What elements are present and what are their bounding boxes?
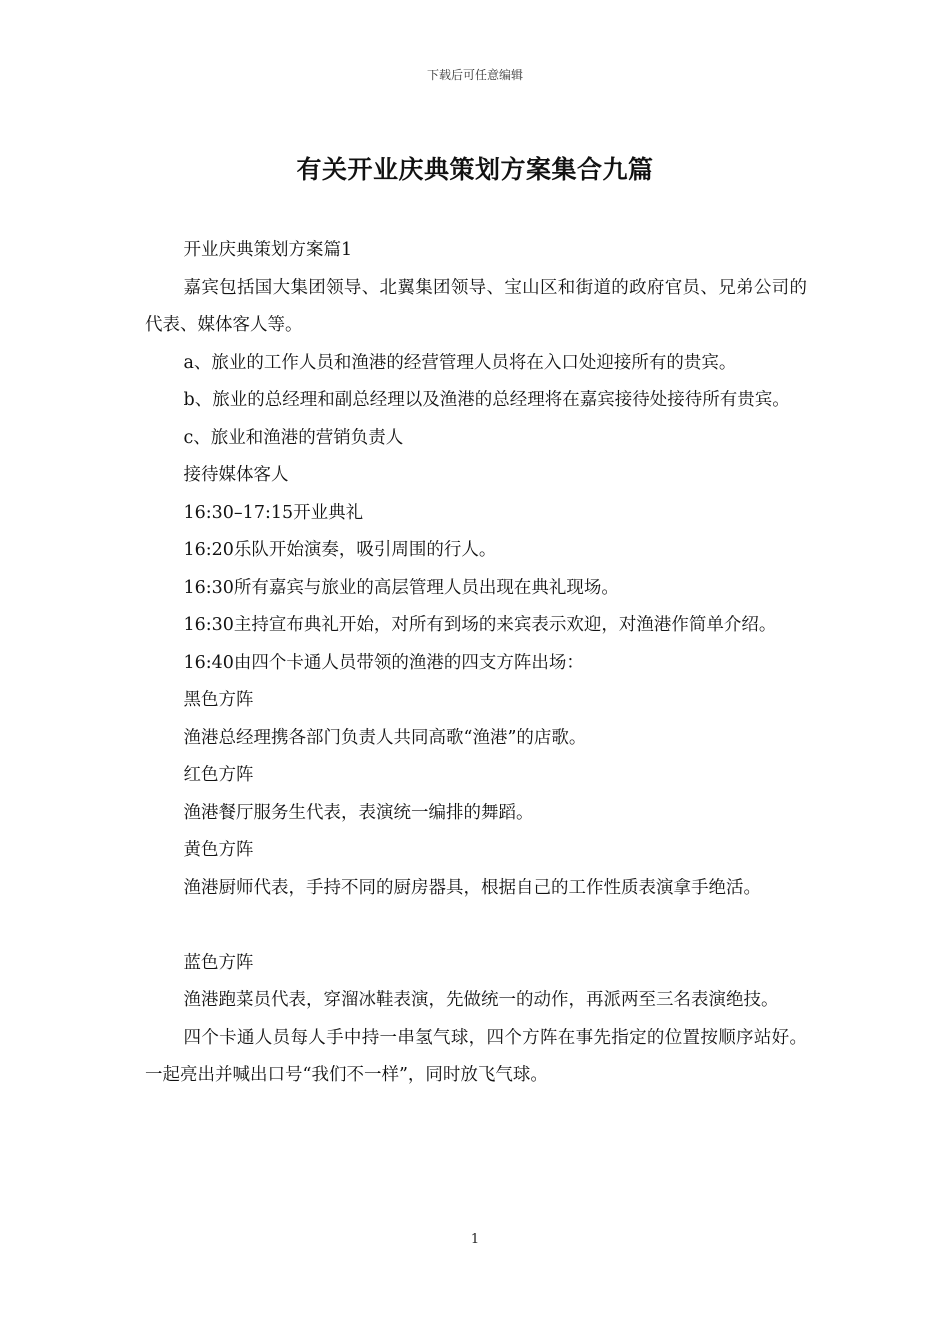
formation-heading: 红色方阵 [183,765,254,785]
formation-heading: 黑色方阵 [183,690,254,710]
schedule-item: 16:40由四个卡通人员带领的渔港的四支方阵出场： [183,652,584,673]
schedule-item: 16:20乐队开始演奏，吸引周围的行人。 [183,540,497,560]
header-note: 下载后可任意编辑 [426,68,523,82]
formation-heading: 黄色方阵 [183,840,254,860]
paragraph: 渔港跑菜员代表，穿溜冰鞋表演，先做统一的动作，再派两至三名表演绝技。 [183,990,779,1010]
page-number: 1 [470,1232,480,1247]
document-title: 有关开业庆典策划方案集合九篇 [296,155,654,184]
paragraph: 嘉宾包括国大集团领导、北翼集团领导、宝山区和街道的政府官员、兄弟公司的代表、媒体客人等。 [145,277,807,335]
formation-heading: 蓝色方阵 [183,952,254,973]
paragraph: 接待媒体客人 [183,465,289,485]
schedule-item: 16:30–17:15开业典礼 [183,502,364,523]
paragraph: 四个卡通人员每人手中持一串氢气球，四个方阵在事先指定的位置按顺序站好。一起亮出并喊出口号“我们不一样”，同时放飞气球。 [145,1027,807,1085]
paragraph: b、旅业的总经理和副总经理以及渔港的总经理将在嘉宾接待处接待所有贵宾。 [183,390,790,410]
paragraph: 渔港餐厅服务生代表，表演统一编排的舞蹈。 [183,802,534,823]
schedule-item: 16:30所有嘉宾与旅业的高层管理人员出现在典礼现场。 [183,577,619,598]
paragraph: 渔港总经理携各部门负责人共同高歌“渔港”的店歌。 [183,727,587,748]
section-heading: 开业庆典策划方案篇1 [183,240,353,260]
document-body [145,232,807,1095]
paragraph: 渔港厨师代表，手持不同的厨房器具，根据自己的工作性质表演拿手绝活。 [183,877,761,898]
paragraph: c、旅业和渔港的营销负责人 [183,427,404,448]
paragraph: a、旅业的工作人员和渔港的经营管理人员将在入口处迎接所有的贵宾。 [183,352,737,373]
schedule-item: 16:30主持宣布典礼开始，对所有到场的来宾表示欢迎，对渔港作简单介绍。 [183,615,777,635]
